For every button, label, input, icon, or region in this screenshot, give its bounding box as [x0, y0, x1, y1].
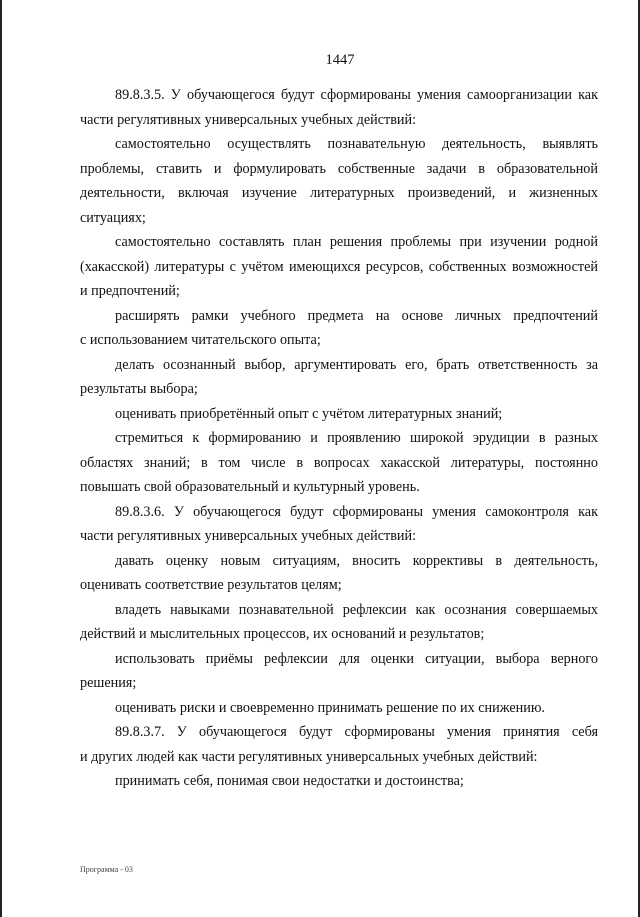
text-line: действий и мыслительных процессов, их оснований и результатов;	[80, 626, 485, 642]
text-line: владеть навыками познавательной рефлексии как осознания совершаемых	[115, 601, 598, 618]
text-line: решения;	[80, 675, 137, 691]
text-line: и других людей как части регулятивных универсальных учебных действий:	[80, 748, 538, 765]
text-line: с использованием читательского опыта;	[80, 332, 321, 348]
text-line: повышать свой образовательный и культурный уровень.	[80, 479, 420, 495]
text-line: 89.8.3.5. У обучающегося будут сформированы умения самоорганизации как	[115, 87, 598, 103]
text-line: результаты выбора;	[80, 381, 198, 397]
text-line: 89.8.3.6. У обучающегося будут сформированы умения самоконтроля как	[115, 503, 598, 520]
text-line: расширять рамки учебного предмета на основе личных предпочтений	[115, 307, 598, 324]
text-line: давать оценку новым ситуациям, вносить коррективы в деятельность,	[115, 552, 598, 569]
text-line: 89.8.3.7. У обучающегося будут сформированы умения принятия себя	[115, 724, 598, 740]
text-line: (хакасской) литературы с учётом имеющихся ресурсов, собственных возможностей	[80, 258, 598, 275]
text-line: и предпочтений;	[80, 283, 180, 299]
scan-edge-left	[0, 0, 2, 917]
text-line: принимать себя, понимая свои недостатки и достоинства;	[115, 773, 464, 789]
text-line: использовать приёмы рефлексии для оценки ситуации, выбора верного	[115, 650, 598, 667]
document-body	[80, 83, 598, 794]
text-line: оценивать соответствие результатов целям;	[80, 577, 342, 593]
text-line: проблемы, ставить и формулировать собственные задачи в образовательной	[80, 160, 598, 177]
text-line: части регулятивных универсальных учебных действий:	[80, 111, 417, 128]
text-line: делать осознанный выбор, аргументировать его, брать ответственность за	[115, 356, 598, 373]
text-line: областях знаний; в том числе в вопросах хакасской литературы, постоянно	[80, 454, 598, 471]
text-line: части регулятивных универсальных учебных действий:	[80, 528, 417, 544]
text-line: оценивать риски и своевременно принимать решение по их снижению.	[115, 699, 545, 716]
page-number: 1447	[325, 52, 355, 68]
text-line: самостоятельно осуществлять познавательную деятельность, выявлять	[115, 136, 598, 152]
text-line: оценивать приобретённый опыт с учётом литературных знаний;	[115, 405, 503, 422]
text-line: ситуациях;	[80, 209, 146, 226]
text-line: стремиться к формированию и проявлению широкой эрудиции в разных	[115, 430, 598, 446]
page-footer: Программа - 03	[80, 865, 133, 874]
text-line: самостоятельно составлять план решения проблемы при изучении родной	[115, 234, 598, 250]
text-line: деятельности, включая изучение литературных произведений, и жизненных	[80, 185, 598, 201]
